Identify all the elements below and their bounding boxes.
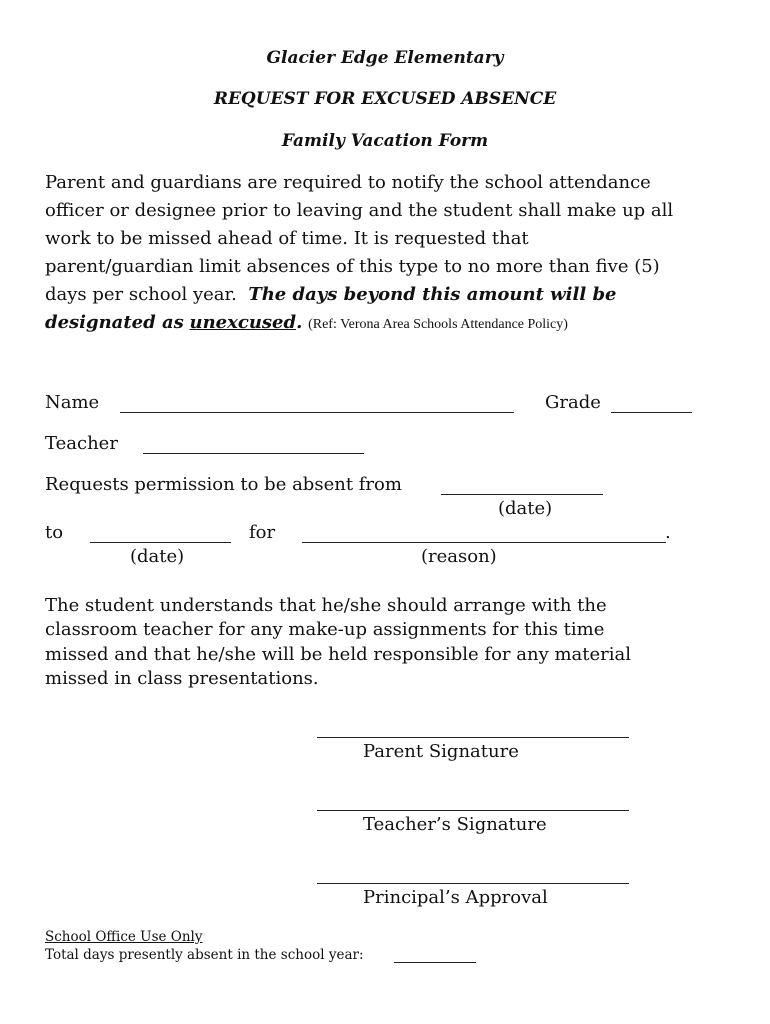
reason-end-period: . [665, 522, 671, 543]
for-label: for [249, 522, 276, 543]
statement-line-3: missed and that he/she will be held responsible for any material [45, 644, 632, 665]
intro-line-5 [45, 281, 617, 309]
grade-field[interactable] [611, 412, 692, 413]
parent-signature-label: Parent Signature [363, 741, 519, 762]
intro-line-2: officer or designee prior to leaving and the student shall make up all [45, 200, 674, 221]
form-title: REQUEST FOR EXCUSED ABSENCE [213, 89, 557, 109]
from-date-caption: (date) [498, 498, 553, 519]
unexcused-text: unexcused [189, 312, 297, 333]
from-date-field[interactable] [441, 494, 603, 495]
request-label: Requests permission to be absent from [45, 474, 402, 495]
intro-line-5-plain: days per school year. [45, 284, 237, 305]
to-date-field[interactable] [90, 542, 231, 543]
total-days-field[interactable] [394, 962, 476, 963]
total-days-label: Total days presently absent in the school year: [45, 947, 364, 963]
intro-line-6-bold: designated as [45, 312, 184, 333]
teacher-signature-line[interactable] [317, 810, 629, 811]
statement-line-4: missed in class presentations. [45, 668, 319, 689]
intro-line-1: Parent and guardians are required to notify the school attendance [45, 172, 651, 193]
name-field[interactable] [120, 412, 514, 413]
to-date-caption: (date) [130, 546, 185, 567]
intro-line-5-bold: The days beyond this amount will be [248, 284, 617, 305]
intro-line-6-period: . [296, 312, 303, 333]
statement-line-1: The student understands that he/she should arrange with the [45, 595, 607, 616]
policy-reference: (Ref: Verona Area Schools Attendance Policy) [308, 317, 568, 332]
school-name: Glacier Edge Elementary [266, 48, 504, 68]
reason-caption: (reason) [421, 546, 497, 567]
principal-approval-label: Principal’s Approval [363, 887, 548, 908]
intro-line-6 [45, 309, 568, 339]
intro-line-3: work to be missed ahead of time. It is requested that [45, 228, 529, 249]
teacher-signature-label: Teacher’s Signature [363, 814, 547, 835]
teacher-label: Teacher [45, 433, 118, 454]
principal-approval-line[interactable] [317, 883, 629, 884]
statement-line-2: classroom teacher for any make-up assignments for this time [45, 619, 605, 640]
parent-signature-line[interactable] [317, 737, 629, 738]
name-label: Name [45, 392, 100, 413]
to-label: to [45, 522, 64, 543]
form-subtitle: Family Vacation Form [281, 131, 489, 151]
teacher-field[interactable] [143, 453, 364, 454]
intro-line-4: parent/guardian limit absences of this type to no more than five (5) [45, 256, 660, 277]
reason-field[interactable] [302, 542, 666, 543]
grade-label: Grade [545, 392, 601, 413]
office-use-heading: School Office Use Only [45, 929, 203, 945]
